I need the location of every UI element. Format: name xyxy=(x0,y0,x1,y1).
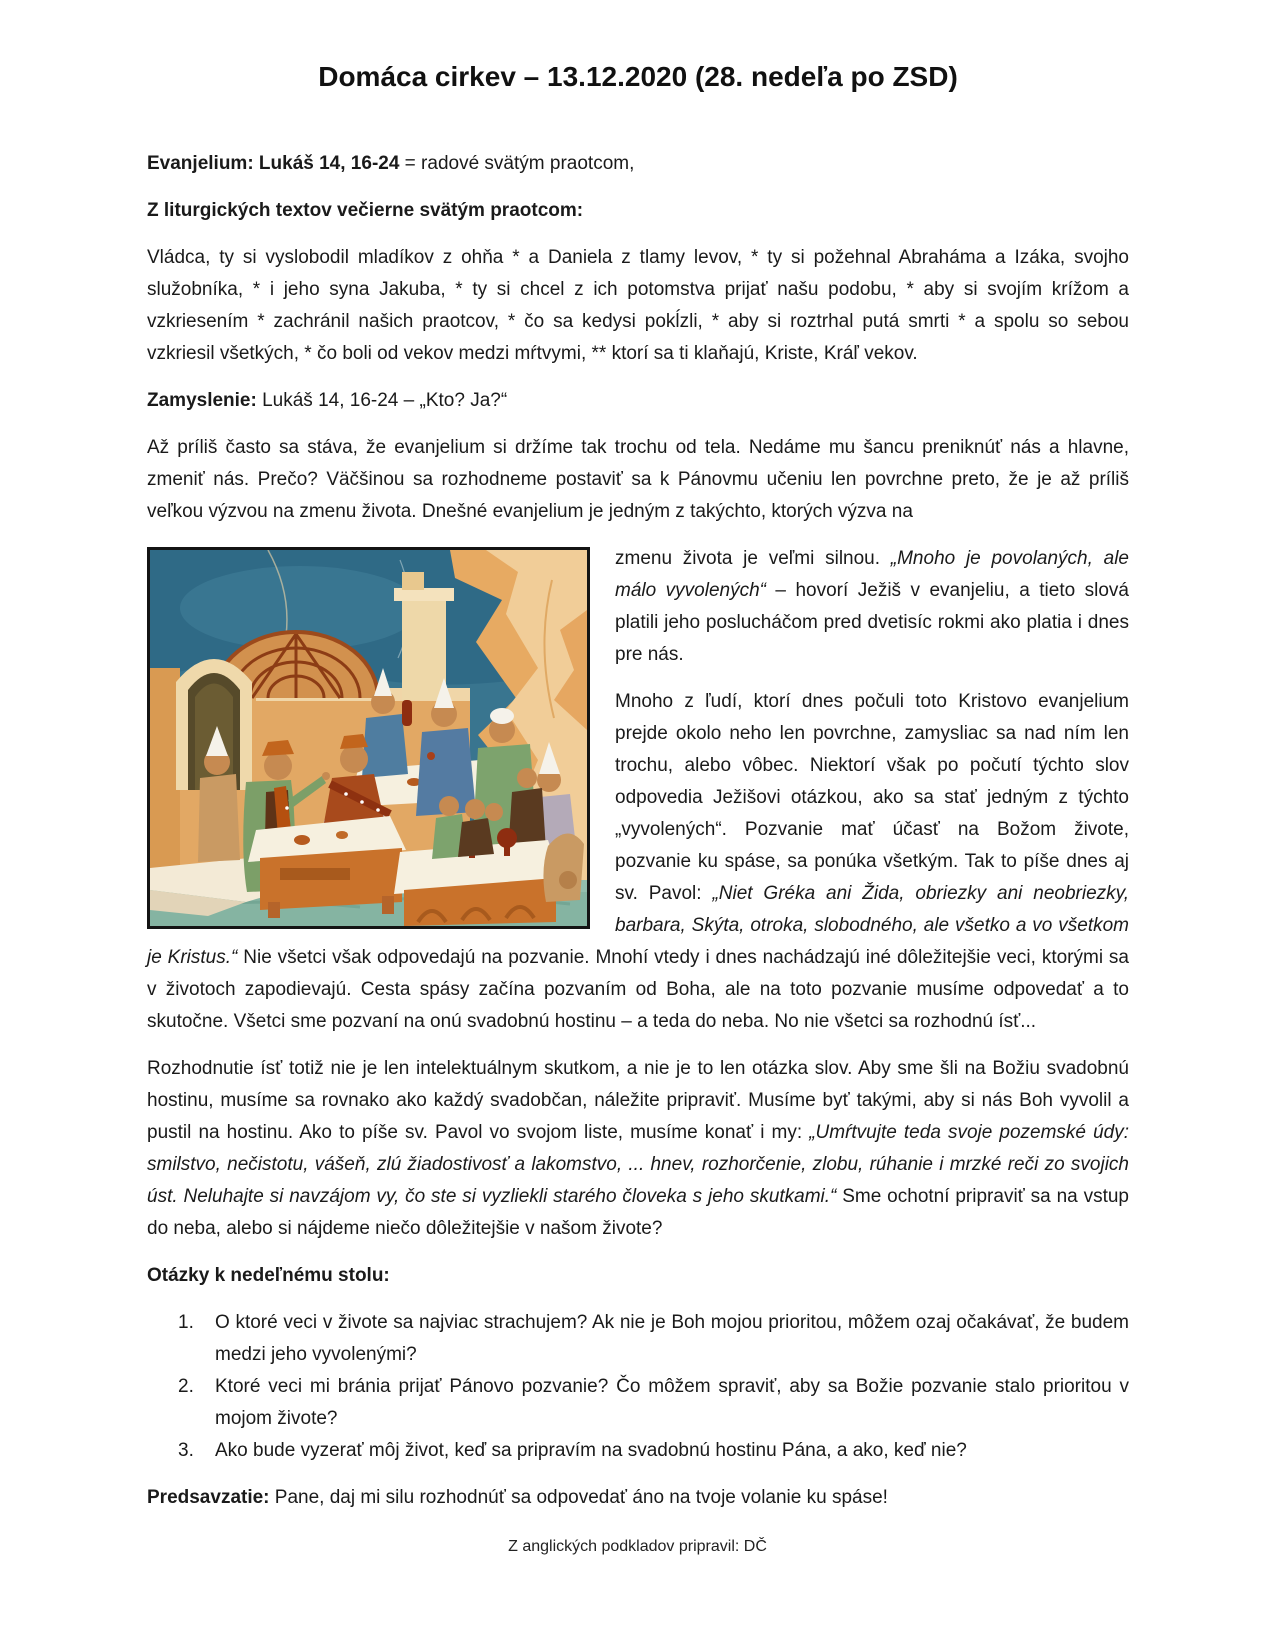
fresco-art xyxy=(150,550,587,926)
list-item-text: O ktoré veci v živote sa najviac strachujem? Ak nie je Boh mojou prioritou, môžem ozaj očakávať, že budem medzi jeho vyvolenými? xyxy=(215,1312,1129,1365)
liturgical-heading: Z liturgických textov večierne svätým praotcom: xyxy=(147,200,584,221)
list-item-marker: 2. xyxy=(178,1376,194,1397)
meditation-text: Lukáš 14, 16-24 – „Kto? Ja?“ xyxy=(256,390,508,411)
reflection-p4-quote: „Umŕtvujte teda svoje pozemské údy: smilstvo, nečistotu, vášeň, zlú žiadostivosť a lakomstvo, ... hnev, rozhorčenie, zlobu, rúhanie i mrzké reči zo svojich úst. Neluhajte si navzájom vy, čo ste si vyzliekli starého človeka s jeho skutkami.“ xyxy=(147,1122,1129,1207)
reflection-p4-text: Rozhodnutie ísť totiž nie je len intelektuálnym skutkom, a nie je to len otázka slov. Aby sme šli na Božiu svadobnú hostinu, musíme sa rovnako ako každý svadobčan, náležite pripraviť. Musíme byť takými, aby si nás Boh vyvolil a pustil na hostinu. Ako to píše sv. Pavol vo svojom liste, musíme konať i my: xyxy=(147,1058,1129,1143)
reflection-p3-quote: „Niet Gréka ani Žida, obriezky ani neobriezky, barbara, Skýta, otroka, slobodného, ale všetko a vo všetkom je Kristus.“ xyxy=(147,883,1130,968)
gospel-text: = radové svätým praotcom, xyxy=(399,153,635,174)
reflection-block xyxy=(147,432,1129,1245)
list-item-marker: 1. xyxy=(178,1312,194,1333)
reflection-p2-quote: „Mnoho je povolaných, ale málo vyvolených“ xyxy=(615,548,1129,601)
page-footer: Z anglických podkladov pripravil: DČ xyxy=(508,1538,767,1555)
reflection-p3-rest: Nie všetci však odpovedajú na pozvanie. Mnohí vtedy i dnes nachádzajú iné dôležitejšie veci, ktorými sa v životoch zapodievajú. Cesta spásy začína pozvaním od Boha, ale na toto pozvanie musíme odpovedať a to skutočne. Všetci sme pozvaní na onú svadobnú hostinu – a teda do neba. No nie všetci sa rozhodnú ísť... xyxy=(147,947,1129,1032)
fresco-table-left xyxy=(248,816,406,918)
list-item-text: Ktoré veci mi bránia prijať Pánovo pozvanie? Čo môžem spraviť, aby sa Božie pozvanie stalo prioritou v mojom živote? xyxy=(215,1376,1129,1429)
resolution-line xyxy=(147,1482,1129,1514)
meditation-label: Zamyslenie: xyxy=(147,390,257,411)
fresco-image xyxy=(147,547,590,929)
reflection-paragraph-1: Až príliš často sa stáva, že evanjelium si držíme tak trochu od tela. Nedáme mu šancu preniknúť nás a hlavne, zmeniť nás. Prečo? Väčšinou sa rozhodneme postaviť sa k Pánovmu učeniu len povrchne preto, že je až príliš veľkou výzvou na zmenu života. Dnešné evanjelium je jedným z takýchto, ktorých výzva na xyxy=(147,437,1129,522)
list-item xyxy=(147,1307,1129,1371)
list-item xyxy=(147,1435,1129,1467)
resolution-label: Predsavzatie: xyxy=(147,1487,270,1508)
reflection-p4-rest: Sme ochotní pripraviť sa na vstup do neba, alebo si nájdeme niečo dôležitejšie v našom živote? xyxy=(147,1186,1129,1239)
gospel-line xyxy=(147,148,1129,180)
meditation-line xyxy=(147,385,1129,417)
liturgical-paragraph: Vládca, ty si vyslobodil mladíkov z ohňa * a Daniela z tlamy levov, * ty si požehnal Abraháma a Izáka, svojho služobníka, * i jeho syna Jakuba, * ty si chcel z ich potomstva prijať našu podobu, * aby si svojím krížom a vzkriesením * zachránil našich praotcov, * čo sa kedysi pokĺzli, * aby si roztrhal putá smrti * a spolu so sebou vzkriesil všetkých, * čo boli od vekov medzi mŕtvymi, ** ktorí sa ti klaňajú, Kriste, Kráľ vekov. xyxy=(147,247,1129,364)
fresco-tower xyxy=(394,572,454,700)
reflection-p3-text: Mnoho z ľudí, ktorí dnes počuli toto Kristovo evanjelium prejde okolo neho len povrchne, zamysliac sa nad ním len trochu, alebo vôbec. Niektorí však po počutí týchto slov odpovedia Ježišovi otázkou, ako sa stať jedným z týchto „vyvolených“. Pozvanie mať účasť na Božom živote, pozvanie ku spáse, sa ponúka všetkým. Tak to píše dnes aj sv. Pavol: xyxy=(615,691,1129,904)
resolution-text: Pane, daj mi silu rozhodnúť sa odpovedať áno na tvoje volanie ku spáse! xyxy=(269,1487,888,1508)
questions-list xyxy=(147,1307,1129,1467)
reflection-p2-rest: – hovorí Ježiš v evanjeliu, a tieto slová platili jeho poslucháčom pred dvetisíc rokmi ako platia i dnes pre nás. xyxy=(615,580,1129,665)
list-item-text: Ako bude vyzerať môj život, keď sa pripravím na svadobnú hostinu Pána, a ako, keď nie? xyxy=(215,1440,967,1461)
reflection-paragraph-4 xyxy=(147,1053,1129,1245)
page-title: Domáca cirkev – 13.12.2020 (28. nedeľa po ZSD) xyxy=(318,61,958,92)
reflection-p2-text: zmenu života je veľmi silnou. xyxy=(615,548,891,569)
gospel-label: Evanjelium: Lukáš 14, 16-24 xyxy=(147,153,400,174)
list-item xyxy=(147,1371,1129,1435)
list-item-marker: 3. xyxy=(178,1440,194,1461)
questions-heading: Otázky k nedeľnému stolu: xyxy=(147,1265,390,1286)
